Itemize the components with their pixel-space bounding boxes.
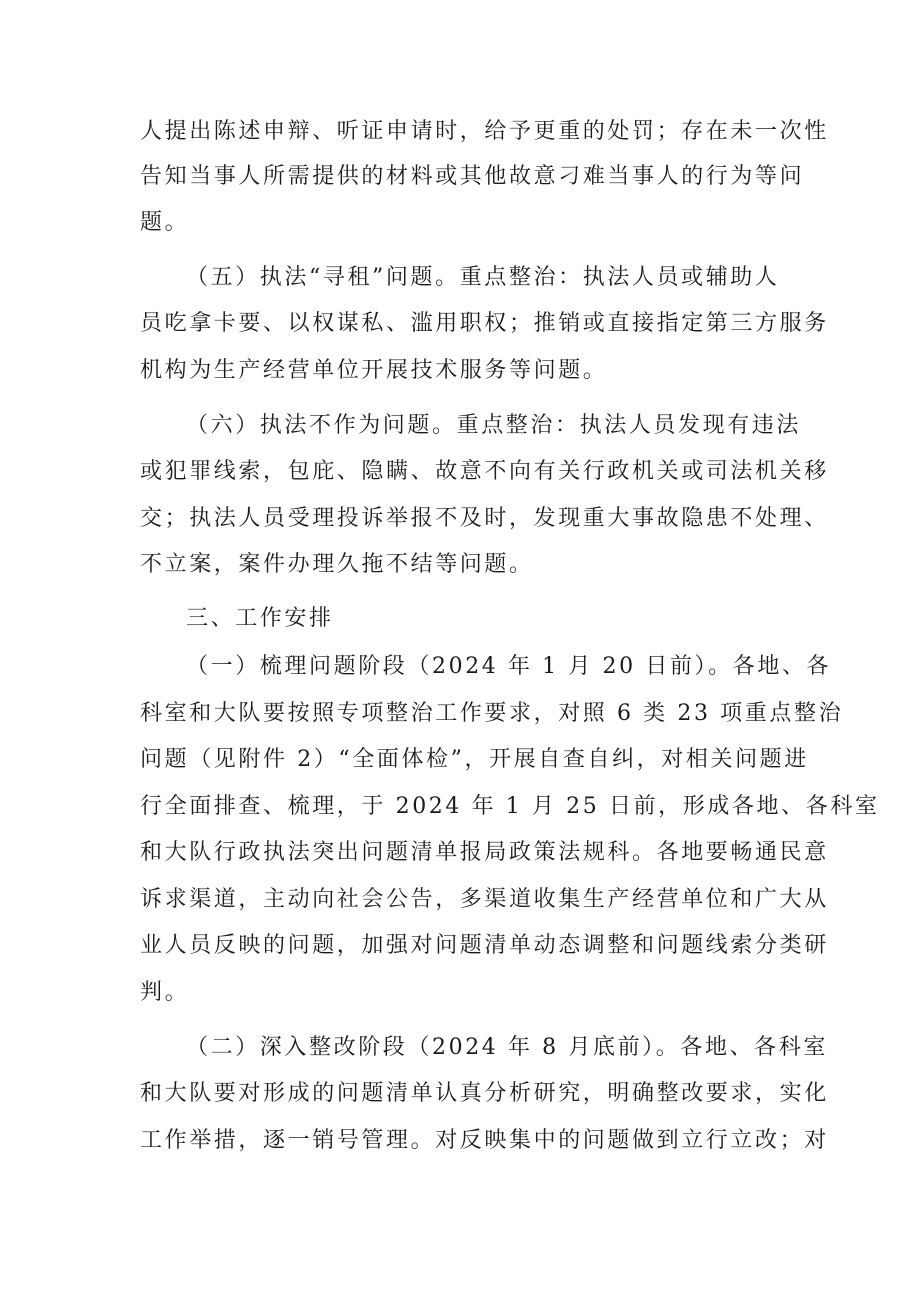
paragraph-line: 行全面排查、梳理，于 2024 年 1 月 25 日前，形成各地、各科室 xyxy=(140,794,880,819)
section-heading-1: （一）梳理问题阶段（2024 年 1 月 20 日前）。各地、各 xyxy=(186,654,832,679)
chapter-heading: 三、工作安排 xyxy=(186,606,334,631)
section-heading-5: （五）执法“寻租”问题。重点整治：执法人员或辅助人 xyxy=(186,265,780,290)
paragraph-line: 业人员反映的问题，加强对问题清单动态调整和问题线索分类研 xyxy=(140,933,829,958)
paragraph-line: 和大队要对形成的问题清单认真分析研究，明确整改要求，实化 xyxy=(140,1081,829,1106)
paragraph-line: 员吃拿卡要、以权谋私、滥用职权；推销或直接指定第三方服务 xyxy=(140,311,829,336)
paragraph-line: 科室和大队要按照专项整治工作要求，对照 6 类 23 项重点整治 xyxy=(140,701,844,726)
section-heading-6: （六）执法不作为问题。重点整治：执法人员发现有违法 xyxy=(186,413,802,438)
paragraph-line: 问题（见附件 2）“全面体检”，开展自查自纠，对相关问题进 xyxy=(140,747,809,772)
paragraph-line: 或犯罪线索，包庇、隐瞒、故意不向有关行政机关或司法机关移 xyxy=(140,459,829,484)
paragraph-line: 诉求渠道，主动向社会公告，多渠道收集生产经营单位和广大从 xyxy=(140,887,829,912)
paragraph-line: 告知当事人所需提供的材料或其他故意刁难当事人的行为等问 xyxy=(140,164,805,189)
paragraph-line: 和大队行政执法突出问题清单报局政策法规科。各地要畅通民意 xyxy=(140,840,829,865)
paragraph-line: 交；执法人员受理投诉举报不及时，发现重大事故隐患不处理、 xyxy=(140,506,829,531)
paragraph-line: 题。 xyxy=(140,210,190,235)
paragraph-line: 判。 xyxy=(140,980,190,1005)
paragraph-line: 工作举措，逐一销号管理。对反映集中的问题做到立行立改；对 xyxy=(140,1128,829,1153)
paragraph-line: 人提出陈述申辩、听证申请时，给予更重的处罚；存在未一次性 xyxy=(140,119,829,144)
paragraph-line: 机构为生产经营单位开展技术服务等问题。 xyxy=(140,358,608,383)
section-heading-2: （二）深入整改阶段（2024 年 8 月底前）。各地、各科室 xyxy=(186,1035,828,1060)
paragraph-line: 不立案，案件办理久拖不结等问题。 xyxy=(140,552,534,577)
